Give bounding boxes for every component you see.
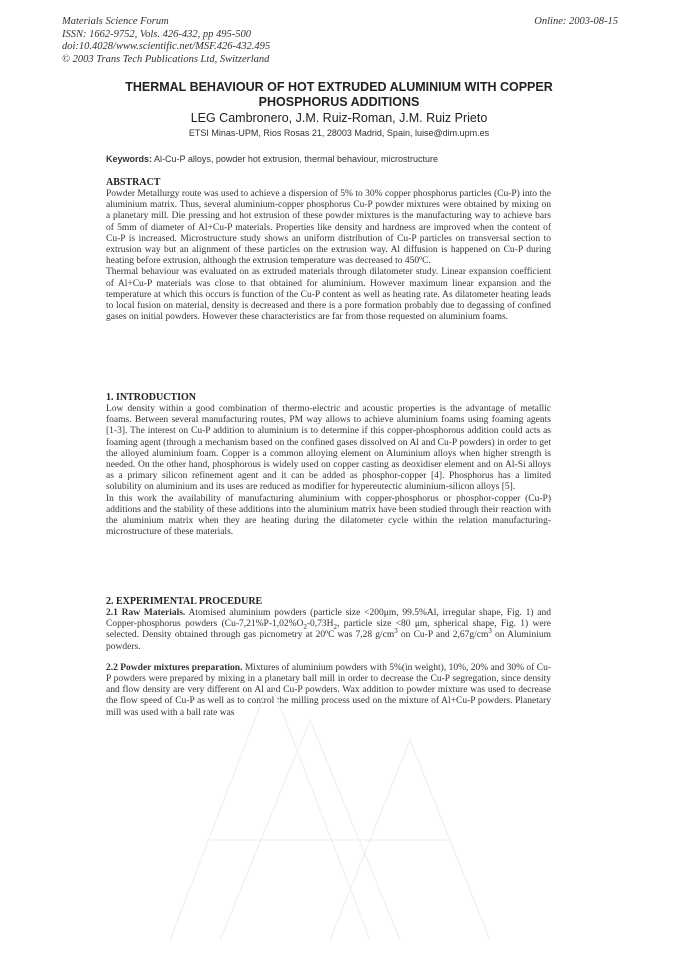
copyright-line: © 2003 Trans Tech Publications Ltd, Switzerland <box>62 53 270 65</box>
introduction-paragraph-1: Low density within a good combination of thermo-electric and acoustic properties is the advantage of metallic foams. Between several manufacturing routes, PM way allows to achieve aluminium foams using foaming agents [1-3]. The interest on Cu-P addition to aluminium is to determine if this copper-phosphorous addition could acts as foaming agent (through a mechanism based on the confined gases dissolved on Al and Cu-P powders) in order to get the alloyed aluminium foam. Copper is a common alloying element on Aluminium alloys when higher strength is needed. On the other hand, phosphorous is widely used on copper casting as deoxidiser element and on Al-Si alloys as a primary silicon refinement agent and it can be added as phosphor-copper [4]. Phosphorus has a limited solubility on aluminium and its uses are reduced as modifier for hypereutectic aluminium-silicon alloys [5]. <box>106 404 551 493</box>
abstract-heading: ABSTRACT <box>106 177 161 188</box>
keywords-label: Keywords: <box>106 154 153 164</box>
abstract-section <box>106 177 551 323</box>
keywords <box>106 153 566 165</box>
raw-sub-1: 2 <box>303 623 307 632</box>
raw-materials-paragraph <box>106 608 551 653</box>
raw-sup-1: 3 <box>394 627 398 636</box>
introduction-paragraph-2: In this work the availability of manufacturing aluminium with copper-phosphorus or phosphor-copper (Cu-P) additions and the stability of these additions into the aluminium matrix have been studied through their reaction with the aluminium matrix when they are heating during the dilatometer cycle within the relation manufacturing-microstructure of these materials. <box>106 493 551 538</box>
raw-text-a: Atomised aluminium powders (particle size <200μm, 99.5%Al, irregular shape, Fig. 1) and Copper-phosphorus powders (Cu-7,21%P-1,02%O <box>106 608 552 630</box>
raw-text-c: , particle size <80 μm, spherical shape, Fig. 1) were selected. Density obtained through gas picnometry at 20ºC was 7,28 g/cm <box>106 619 552 641</box>
abstract-paragraph-1: Powder Metallurgy route was used to achieve a dispersion of 5% to 30% copper phosphorus particles (Cu-P) into the aluminium matrix. Thus, several aluminium-copper phosphorus Cu-P powder mixtures were obtained by mixing on a planetary mill. Die pressing and hot extrusion of these powder mixtures is the manufacturing way to achieve bars of 5mm of diameter of Al+Cu-P materials. Properties like density and hardness are improved when the content of Cu-P is increased. Microstructure study shows an uniform distribution of Cu-P particles on transversal section to extrusion way but an alignment of these particles on the extrusion way. Al diffusion is happened on Cu-P during heating before extrusion, although the extrusion temperature was decreased to 450ºC. <box>106 189 551 267</box>
affiliation: ETSI Minas-UPM, Rios Rosas 21, 28003 Madrid, Spain, luise@dim.upm.es <box>188 128 490 138</box>
online-date: Online: 2003-08-15 <box>534 16 618 27</box>
issn-line: ISSN: 1662-9752, Vols. 426-432, pp 495-500 <box>62 28 251 40</box>
title-line-2: PHOSPHORUS ADDITIONS <box>258 95 420 109</box>
experimental-heading: 2. EXPERIMENTAL PROCEDURE <box>106 596 263 607</box>
raw-text-d: on Cu-P and 2,67g/cm <box>397 630 489 641</box>
introduction-section <box>106 392 551 538</box>
abstract-paragraph-2: Thermal behaviour was evaluated on as extruded materials through dilatometer study. Linear expansion coefficient of Al+Cu-P materials was close to that obtained for aluminium. However maximum linear expansion and the temperature at which this occurs is function of the Cu-P content as well as heating rate. As dilatometer heating leads to local fusion on material, density is decreased and there is a pore formation probably due to degassing of confined gases on initial powders. However these characteristics are far from those requested on aluminium foams. <box>106 267 551 323</box>
journal-name: Materials Science Forum <box>62 16 169 27</box>
keywords-text: Al-Cu-P alloys, powder hot extrusion, thermal behaviour, microstructure <box>154 154 438 164</box>
experimental-section <box>106 596 551 719</box>
raw-text-e: on Aluminium powders. <box>106 630 551 652</box>
journal-header <box>62 16 422 66</box>
author-list: LEG Cambronero, J.M. Ruiz-Roman, J.M. Ruiz Prieto <box>190 111 488 125</box>
title-line-1: THERMAL BEHAVIOUR OF HOT EXTRUDED ALUMINIUM WITH COPPER <box>125 80 553 94</box>
raw-sup-2: 3 <box>488 627 492 636</box>
introduction-heading: 1. INTRODUCTION <box>106 392 197 403</box>
raw-text-b: -0,73H <box>306 619 334 630</box>
raw-materials-label: 2.1 Raw Materials. <box>106 608 186 618</box>
doi-line[interactable]: doi:10.4028/www.scientific.net/MSF.426-432.495 <box>62 41 271 52</box>
powder-mixtures-text: Mixtures of aluminium powders with 5%(in weight), 10%, 20% and 30% of Cu-P powders were prepared by mixing in a planetary ball mill in order to decrease the Cu-P segregation, since density and flow density are very different on Al and Cu-P powders. Wax addition to powder mixture was used to decrease the flow speed of Cu-P as well as to control the milling process used on the mixture of Al+Cu-P powders. Planetary mill was used with a ball rate was <box>106 662 551 718</box>
powder-mixtures-paragraph <box>106 663 551 719</box>
raw-sub-2: 2 <box>333 623 338 632</box>
powder-mixtures-label: 2.2 Powder mixtures preparation. <box>106 662 243 673</box>
paper-title <box>100 80 578 110</box>
